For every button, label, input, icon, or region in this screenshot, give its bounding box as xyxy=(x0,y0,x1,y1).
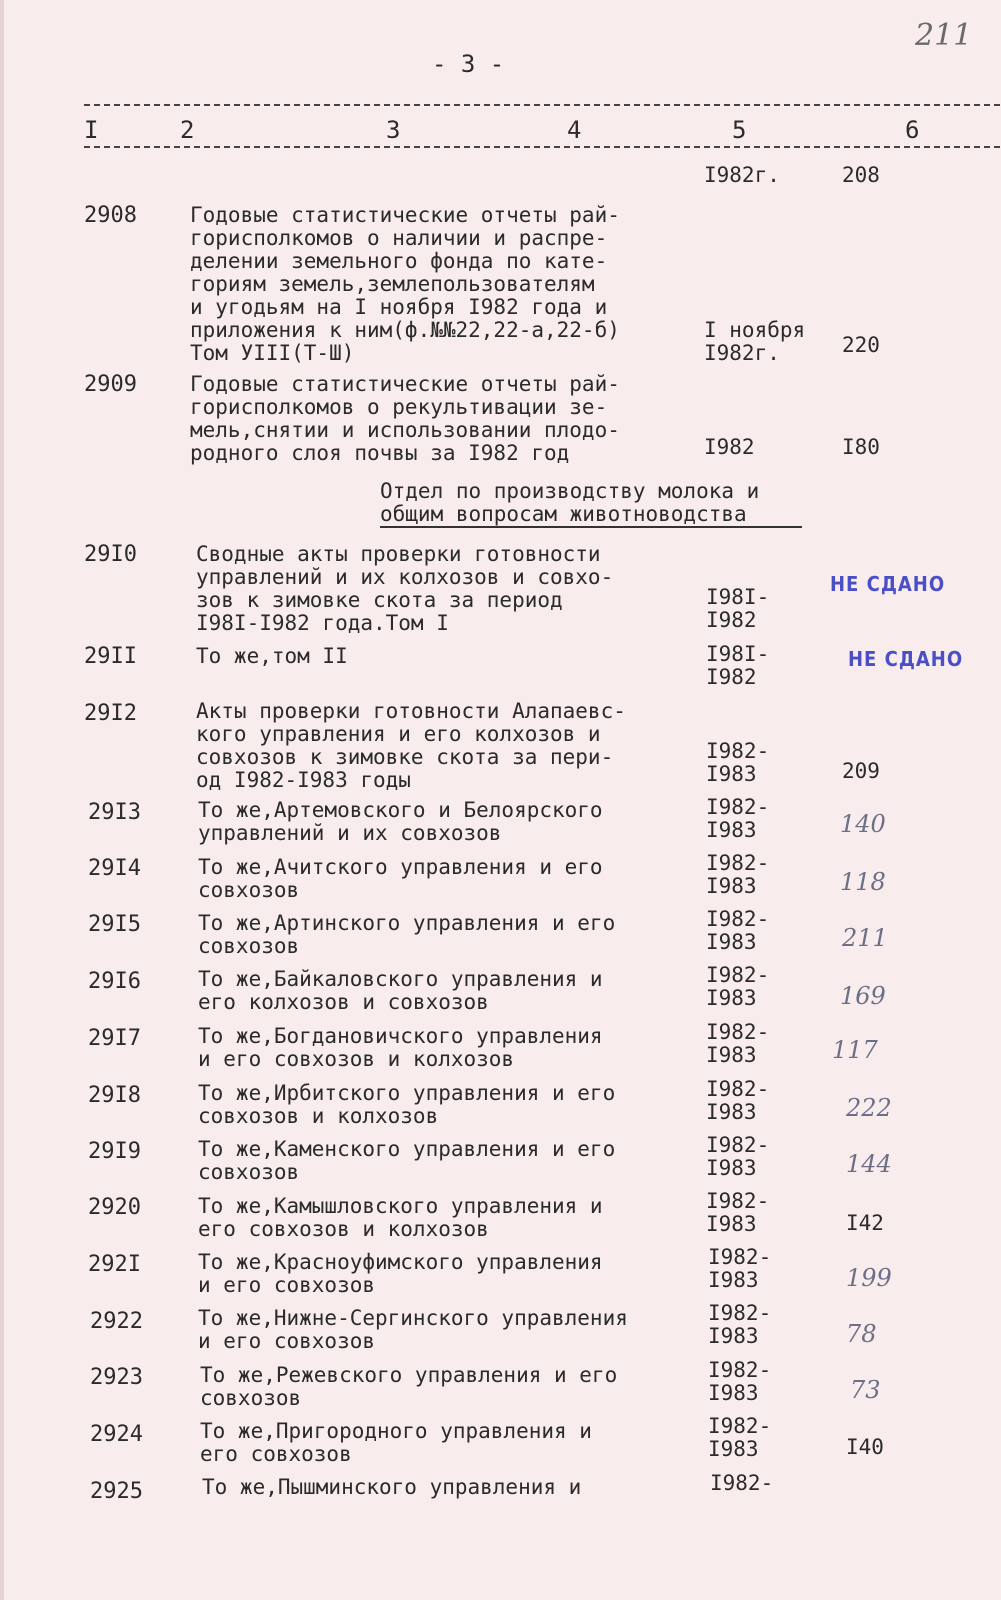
row-2921-title: То же,Красноуфимского управления и его совхозов xyxy=(198,1250,603,1297)
col-header-6: 6 xyxy=(905,116,920,144)
row-2914-title: То же,Ачитского управления и его совхозов xyxy=(198,855,603,902)
row-2917-number: 29I7 xyxy=(88,1026,141,1051)
row-2911-not-submitted-stamp: НЕ СДАНО xyxy=(848,647,964,671)
col-header-4: 4 xyxy=(567,116,582,144)
row-2909-number: 2909 xyxy=(84,372,137,397)
row-2911-title: То же,том II xyxy=(196,644,348,668)
row-2909-date: I982 xyxy=(704,435,755,459)
row-2920-title: То же,Камышловского управления и его совхозов и колхозов xyxy=(198,1194,603,1241)
col-header-1: I xyxy=(84,116,99,144)
row-2925-number: 2925 xyxy=(90,1479,143,1504)
row-2915-sheets-handwritten: 211 xyxy=(842,924,888,952)
row-2922-date: I982- I983 xyxy=(708,1301,772,1348)
row-2916-title: То же,Байкаловского управления и его колхозов и совхозов xyxy=(198,967,603,1014)
row-2922-title: То же,Нижне-Сергинского управления и его совхозов xyxy=(198,1306,628,1353)
row-2919-number: 29I9 xyxy=(88,1139,141,1164)
row-2923-sheets-handwritten: 73 xyxy=(850,1376,881,1404)
row-2922-number: 2922 xyxy=(90,1309,143,1334)
row-2925-title: То же,Пышминского управления и xyxy=(202,1475,582,1499)
row-2909-title: Годовые статистические отчеты рай- горисполкомов о рекультивации зе- мель,снятии и использовании плодо- родного слоя почвы за I982 год xyxy=(190,372,620,465)
row-2910-number: 29I0 xyxy=(84,542,137,567)
row-2912-date: I982- I983 xyxy=(706,739,770,786)
row-2908-sheets: 220 xyxy=(842,333,880,357)
row-2910-not-submitted-stamp: НЕ СДАНО xyxy=(830,572,946,596)
row-2913-number: 29I3 xyxy=(88,800,141,825)
row-2910-title: Сводные акты проверки готовности управлений и их колхозов и совхо- зов к зимовке скота за период I98I-I982 года.Том I xyxy=(196,542,614,635)
row-2909-sheets: I80 xyxy=(842,435,880,459)
row-2917-sheets-handwritten: 117 xyxy=(832,1036,878,1064)
row-2921-number: 292I xyxy=(88,1252,141,1277)
row-2921-sheets-handwritten: 199 xyxy=(846,1264,892,1292)
row-2924-number: 2924 xyxy=(90,1422,143,1447)
header-top-rule xyxy=(84,104,1000,106)
row-2923-title: То же,Режевского управления и его совхозов xyxy=(200,1363,618,1410)
row-2917-date: I982- I983 xyxy=(706,1020,770,1067)
row-2912-sheets: 209 xyxy=(842,759,880,783)
row-2920-date: I982- I983 xyxy=(706,1189,770,1236)
row-2922-sheets-handwritten: 78 xyxy=(846,1320,877,1348)
row-2918-date: I982- I983 xyxy=(706,1077,770,1124)
row-2912-number: 29I2 xyxy=(84,701,137,726)
row-2916-sheets-handwritten: 169 xyxy=(840,982,886,1010)
col-header-5: 5 xyxy=(732,116,747,144)
row-2916-number: 29I6 xyxy=(88,969,141,994)
paper-edge xyxy=(0,0,4,1600)
row-2919-title: То же,Каменского управления и его совхозов xyxy=(198,1137,616,1184)
row-2918-number: 29I8 xyxy=(88,1083,141,1108)
row-2915-date: I982- I983 xyxy=(706,907,770,954)
section-title-underline xyxy=(380,526,802,528)
row-2924-sheets: I40 xyxy=(846,1435,884,1459)
row-2908-number: 2908 xyxy=(84,203,137,228)
header-bottom-rule xyxy=(84,146,1000,148)
row-2913-date: I982- I983 xyxy=(706,795,770,842)
row-2914-date: I982- I983 xyxy=(706,851,770,898)
row-2908-title: Годовые статистические отчеты рай- горисполкомов о наличии и распре- делении земельного фонда по кате- гориям земель,землепользователям и угодьям на I ноября I982 года и приложения к ним(ф.№№22,22-а,22-б) Том УIII(Т-Ш) xyxy=(190,203,620,365)
row-2918-sheets-handwritten: 222 xyxy=(846,1094,892,1122)
row-2918-title: То же,Ирбитского управления и его совхозов и колхозов xyxy=(198,1081,616,1128)
row-2923-date: I982- I983 xyxy=(708,1358,772,1405)
row-2911-number: 29II xyxy=(84,644,137,669)
row-2917-title: То же,Богдановичского управления и его совхозов и колхозов xyxy=(198,1024,603,1071)
row-2914-number: 29I4 xyxy=(88,856,141,881)
row-2920-number: 2920 xyxy=(88,1195,141,1220)
row-2924-date: I982- I983 xyxy=(708,1414,772,1461)
row-2913-title: То же,Артемовского и Белоярского управлений и их совхозов xyxy=(198,798,603,845)
row-2908-date: I ноября I982г. xyxy=(704,318,806,365)
row-2910-date: I98I- I982 xyxy=(706,585,770,632)
row-2920-sheets: I42 xyxy=(846,1211,884,1235)
row-2925-date: I982- xyxy=(710,1471,774,1495)
carry-over-date: I982г. xyxy=(704,163,780,187)
row-2911-date: I98I- I982 xyxy=(706,642,770,689)
row-2916-date: I982- I983 xyxy=(706,963,770,1010)
row-2919-date: I982- I983 xyxy=(706,1133,770,1180)
col-header-2: 2 xyxy=(180,116,195,144)
section-title: Отдел по производству молока и общим вопросам животноводства xyxy=(380,479,760,526)
row-2923-number: 2923 xyxy=(90,1365,143,1390)
row-2924-title: То же,Пригородного управления и его совхозов xyxy=(200,1419,592,1466)
row-2921-date: I982- I983 xyxy=(708,1245,772,1292)
sheet-number-handwritten: 211 xyxy=(915,18,973,53)
row-2915-title: То же,Артинского управления и его совхозов xyxy=(198,911,616,958)
row-2913-sheets-handwritten: 140 xyxy=(840,810,886,838)
row-2912-title: Акты проверки готовности Алапаевс- кого управления и его колхозов и совхозов к зимовке скота за пери- од I982-I983 годы xyxy=(196,699,626,792)
row-2915-number: 29I5 xyxy=(88,912,141,937)
row-2914-sheets-handwritten: 118 xyxy=(840,868,886,896)
carry-over-sheets: 208 xyxy=(842,163,880,187)
row-2919-sheets-handwritten: 144 xyxy=(846,1150,892,1178)
page-number: - 3 - xyxy=(432,50,505,78)
col-header-3: 3 xyxy=(386,116,401,144)
